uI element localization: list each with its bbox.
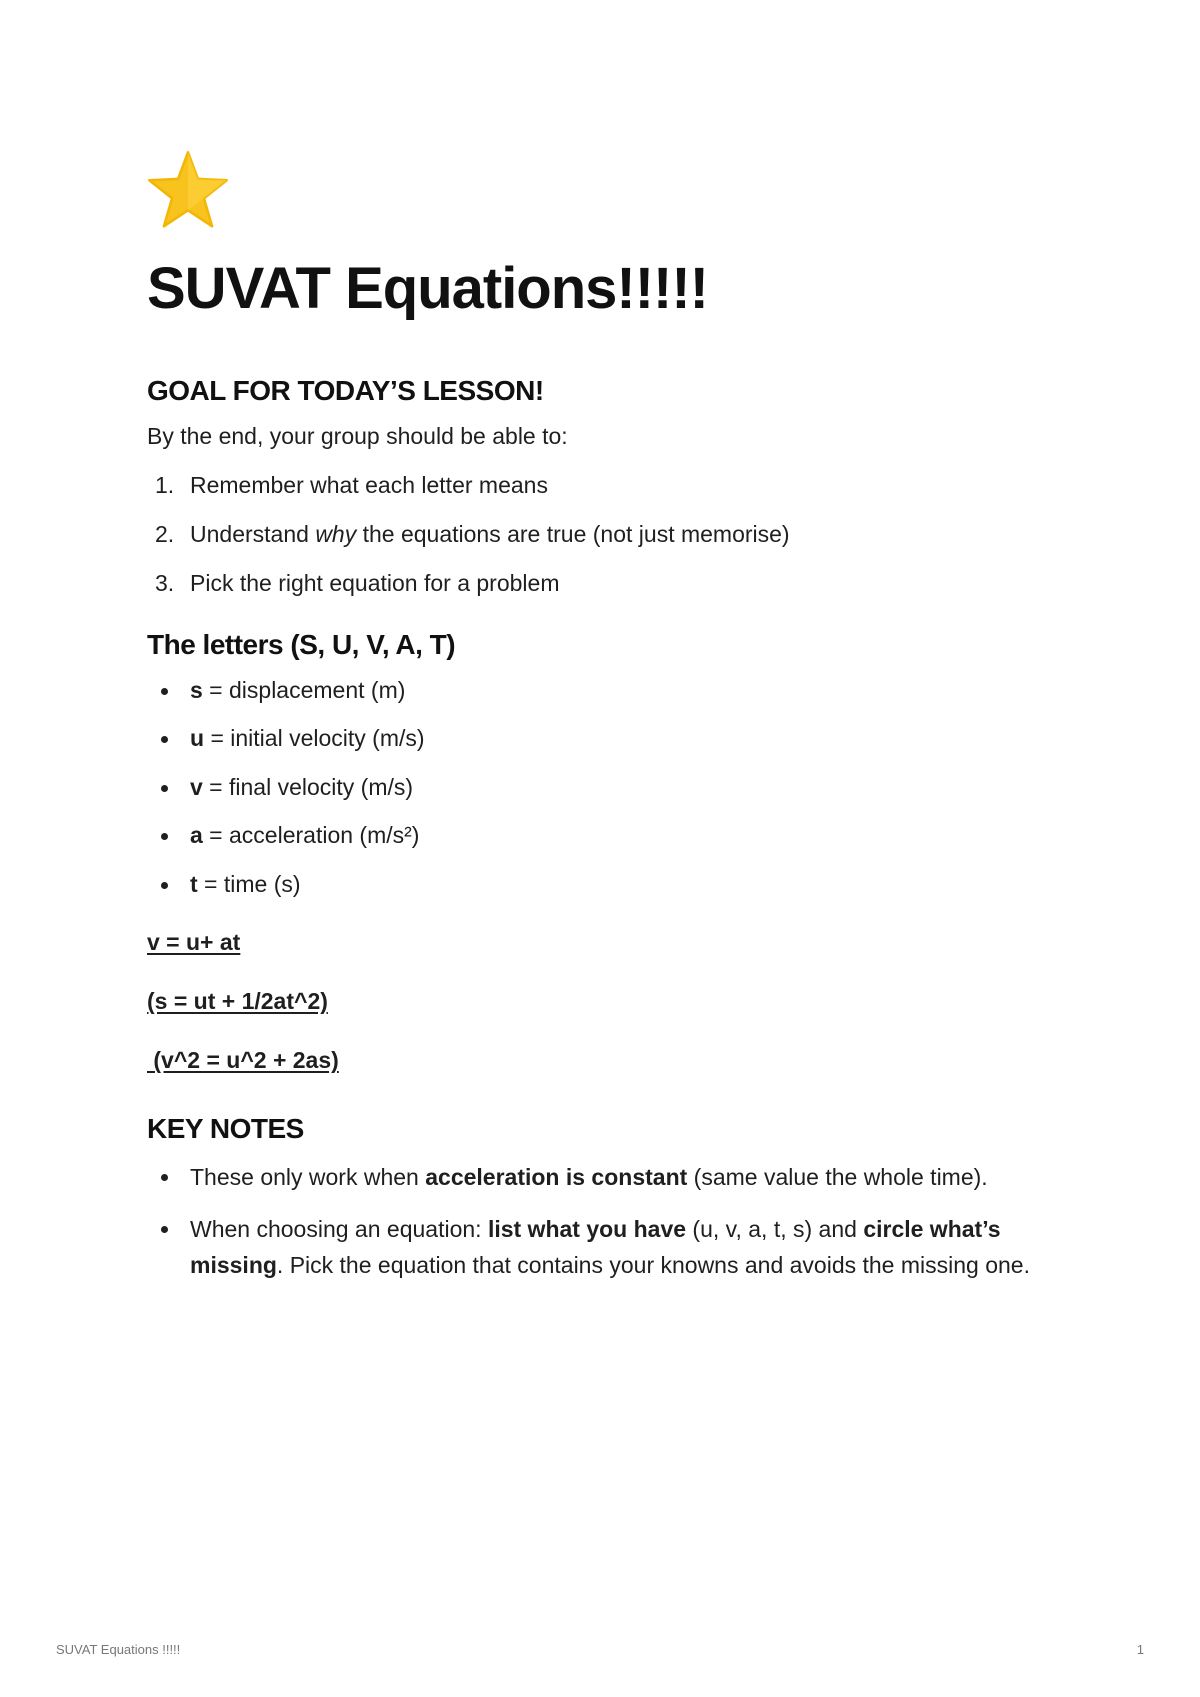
letter-desc: = initial velocity (m/s): [204, 725, 425, 752]
goal-list: [147, 470, 1047, 599]
bullet-icon: [161, 1174, 168, 1181]
list-number: 2.: [155, 520, 175, 547]
letter-key: s: [190, 676, 203, 703]
list-item: [147, 1211, 1047, 1284]
letter-key: t: [190, 870, 198, 897]
letter-desc: = displacement (m): [202, 676, 406, 703]
list-number: 1.: [155, 471, 175, 498]
letter-key: a: [190, 822, 203, 849]
list-item: [147, 673, 1047, 708]
note-text-bold: list what you have: [487, 1215, 687, 1242]
letter-key: u: [190, 725, 205, 752]
list-item-text-pre: Understand: [190, 520, 316, 547]
equation-1: v = u+ at: [147, 929, 241, 956]
equation-2: (s = ut + 1/2at^2): [147, 988, 328, 1015]
page-title: SUVAT Equations!!!!!: [147, 256, 708, 321]
list-item-text: Pick the right equation for a problem: [190, 569, 560, 596]
key-notes-list: [147, 1159, 1047, 1284]
letters-list: [147, 673, 1047, 902]
list-item: [147, 721, 1047, 756]
bullet-icon: [161, 882, 168, 889]
page-footer: [56, 1642, 1144, 1657]
goal-heading: GOAL FOR TODAY’S LESSON!: [147, 374, 544, 406]
letter-key: v: [190, 773, 203, 800]
note-text-bold: circle what’s missing: [190, 1215, 1001, 1279]
equation-3: (v^2 = u^2 + 2as): [147, 1047, 339, 1074]
key-notes-heading: KEY NOTES: [147, 1112, 304, 1144]
list-item: [147, 1159, 1047, 1195]
list-item: [147, 470, 1047, 501]
bullet-icon: [161, 785, 168, 792]
goal-intro: By the end, your group should be able to:: [147, 422, 568, 449]
list-item: [147, 519, 1047, 550]
list-item: [147, 770, 1047, 805]
bullet-icon: [161, 1226, 168, 1233]
footer-doc-name: SUVAT Equations !!!!!: [56, 1642, 181, 1657]
note-text-mid: (u, v, a, t, s) and: [686, 1215, 864, 1242]
star-icon: [145, 148, 231, 234]
bullet-icon: [161, 833, 168, 840]
note-text-post: (same value the whole time).: [687, 1163, 988, 1190]
bullet-icon: [161, 736, 168, 743]
list-number: 3.: [155, 569, 175, 596]
note-text-pre: These only work when: [190, 1163, 426, 1190]
note-text-bold: acceleration is constant: [425, 1163, 688, 1190]
note-text-pre: When choosing an equation:: [190, 1215, 488, 1242]
letter-desc: = final velocity (m/s): [202, 773, 414, 800]
list-item: [147, 867, 1047, 902]
list-item-emphasis: why: [315, 520, 357, 547]
bullet-icon: [161, 688, 168, 695]
letter-desc: = acceleration (m/s²): [202, 822, 420, 849]
letters-heading: The letters (S, U, V, A, T): [147, 628, 456, 660]
list-item-text: Remember what each letter means: [190, 471, 548, 498]
note-text-post: . Pick the equation that contains your knowns and avoids the missing one.: [276, 1252, 1030, 1279]
footer-page-number: 1: [1136, 1642, 1144, 1657]
letter-desc: = time (s): [197, 870, 301, 897]
list-item: [147, 818, 1047, 853]
document-page: [147, 148, 1047, 1284]
list-item-text-post: the equations are true (not just memorise): [356, 520, 790, 547]
list-item: [147, 568, 1047, 599]
